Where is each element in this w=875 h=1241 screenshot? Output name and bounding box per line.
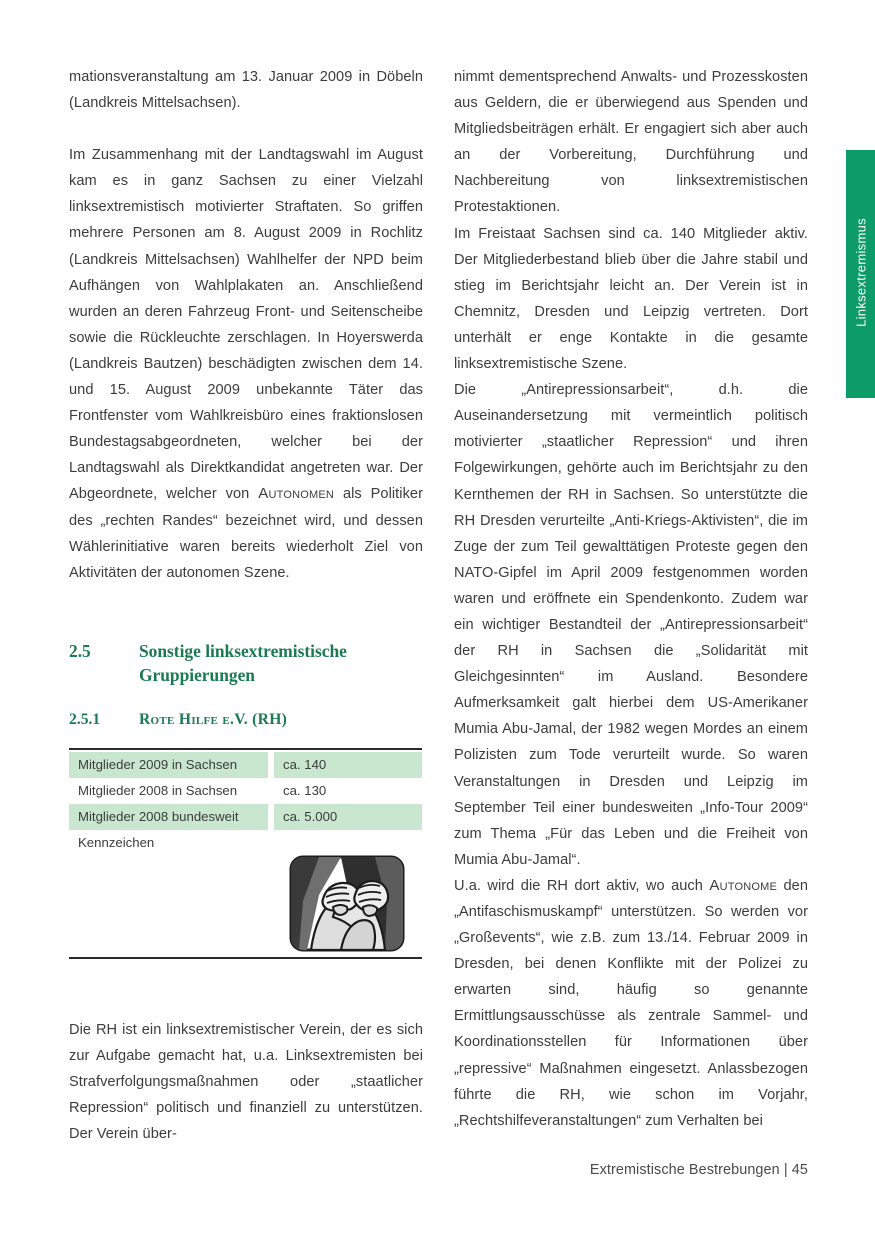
subsection-heading-2-5-1 bbox=[69, 709, 425, 731]
paragraph-antifaschismus bbox=[454, 873, 808, 1134]
section-heading-2-5 bbox=[69, 639, 425, 687]
paragraph-mitglieder: Im Freistaat Sachsen sind ca. 140 Mitglieder aktiv. Der Mitgliederbestand blieb über die Jahre stabil und stieg im Berichtsjahr leicht an. Der Verein ist in Chemnitz, Dresden und Leipzig vertreten. Dort unterhält er enge Kontakte in die gesamte linksextremistische Szene. bbox=[454, 225, 808, 373]
paragraph-text-part1: Im Zusammenhang mit der Landtagswahl im August kam es in ganz Sachsen zu einer Vielzahl linksextremistisch motivierter Straftaten. So griffen mehrere Personen am 8. August 2009 in Rochlitz (Landkreis Mittelsachsen) Wahlhelfer der NPD beim Aufhängen von Wahlplakaten an. Anschließend wurden an deren Fahrzeug Front- und Seitenscheibe sowie die Rückleuchte zerschlagen. In Hoyerswerda (Landkreis Bautzen) beschädigten zwischen dem 14. und 15. August 2009 unbekannte Täter das Frontfenster vom Wahlkreisbüro eines fraktionslosen Bundestagsabgeordneten, welcher bei der Landtagswahl als Direktkandidat angetreten war. Der Abgeordnete, welcher von bbox=[69, 147, 423, 503]
left-text-column bbox=[69, 64, 423, 586]
paragraph-kosten: nimmt dementsprechend Anwalts- und Prozesskosten aus Geldern, die er überwiegend aus Spenden und Mitgliedsbeiträgen erhält. Er engagiert sich aber auch an der Vorbereitung, Durchführung und Nachbereitung von linksextremistischen Protestaktionen. bbox=[454, 69, 808, 216]
rote-hilfe-logo bbox=[289, 855, 405, 952]
table-cell-value: ca. 130 bbox=[283, 783, 327, 798]
section-number: 2.5 bbox=[69, 641, 91, 661]
subsection-title: Rote Hilfe e.V. (RH) bbox=[139, 711, 288, 728]
table-row bbox=[69, 804, 422, 830]
table-cell-label: Kennzeichen bbox=[78, 835, 155, 850]
paragraph-text-part1: U.a. wird die RH dort aktiv, wo auch bbox=[454, 877, 710, 894]
subsection-number: 2.5.1 bbox=[69, 711, 101, 728]
fact-table bbox=[69, 748, 422, 856]
smallcaps-autonome: Autonome bbox=[709, 876, 778, 894]
table-cell-label: Mitglieder 2008 bundesweit bbox=[69, 804, 268, 830]
clasped-hands-icon bbox=[289, 855, 405, 952]
table-cell-value: ca. 140 bbox=[274, 752, 422, 778]
side-tab-label: Linksextremismus bbox=[853, 218, 868, 327]
paragraph-rh-description: Die RH ist ein linksextremistischer Verein, der es sich zur Aufgabe gemacht hat, u.a. Linksextremisten bei Strafverfolgungsmaßnahmen oder „staatlicher Repression“ politisch und finanziell zu unterstützen. Der Verein über- bbox=[69, 1022, 423, 1143]
smallcaps-autonomen: Autonomen bbox=[258, 485, 335, 503]
right-text-column bbox=[454, 64, 808, 1134]
paragraph-landtagswahl bbox=[69, 142, 423, 586]
table-cell-value: ca. 5.000 bbox=[274, 804, 422, 830]
paragraph-text-part2: den „Antifaschismuskampf“ unterstützen. So werden vor „Großevents“, wie z.B. zum 13./14. Februar 2009 in Dresden, bei denen Konflikte mit der Polizei zu erwarten sind, häufig so genannte Ermittlungsausschüsse als zentrale Sammel- und Koordinationsstellen für Informationen über „repressive“ Maßnahmen eingesetzt. Anlassbezogen führte die RH, wie schon im Vorjahr, „Rechtshilfeveranstaltungen“ zum Verhalten bei bbox=[454, 877, 808, 1129]
table-cell-label: Mitglieder 2008 in Sachsen bbox=[78, 783, 238, 798]
paragraph-continuation: mationsveranstaltung am 13. Januar 2009 in Döbeln (Landkreis Mittelsachsen). bbox=[69, 69, 423, 112]
table-row bbox=[69, 752, 422, 778]
paragraph-antirepression: Die „Antirepressionsarbeit“, d.h. die Auseinandersetzung mit vermeintlich politisch motivierter „staatlicher Repression“ und ihren Folgewirkungen, gehörte auch im Berichtsjahr zu den Kernthemen der RH in Sachsen. So unterstützte die RH Dresden verurteilte „Anti-Kriegs-Aktivisten“, die im Zuge der zum Teil gewalttätigen Proteste gegen den NATO-Gipfel im April 2009 festgenommen worden waren und eröffnete ein Spendenkonto. Zudem war ein wichtiger Bestandteil der „Antirepressionsarbeit“ der RH in Sachsen die „Solidarität mit Gleichgesinnten“ im Ausland. Besondere Aufmerksamkeit galt hierbei dem US-Amerikaner Mumia Abu-Jamal, der 1982 wegen Mordes an einem Polizisten zum Tode verurteilt wurde. So waren Veranstaltungen in Dresden und Leipzig im September Teil einer bundesweiten „Info-Tour 2009“ zum Thema „Für das Leben und die Freiheit von Mumia Abu-Jamal“. bbox=[454, 382, 808, 868]
table-bottom-rule bbox=[69, 957, 422, 959]
section-title: Sonstige linksextremistische Gruppierungen bbox=[139, 641, 347, 685]
table-cell-label: Mitglieder 2009 in Sachsen bbox=[69, 752, 268, 778]
paragraph-text-part2: als Politiker des „rechten Randes“ bezeichnet wird, und dessen Wählerinitiative waren bereits wiederholt Ziel von Aktivitäten der autonomen Szene. bbox=[69, 486, 423, 581]
side-tab-linksextremismus bbox=[846, 150, 875, 398]
table-row bbox=[69, 830, 422, 856]
left-text-column-lower bbox=[69, 1017, 423, 1147]
table-cell-value bbox=[274, 830, 422, 856]
paragraph-spacer bbox=[69, 116, 423, 142]
page-footer: Extremistische Bestrebungen | 45 bbox=[589, 1162, 808, 1178]
table-row bbox=[69, 778, 422, 804]
